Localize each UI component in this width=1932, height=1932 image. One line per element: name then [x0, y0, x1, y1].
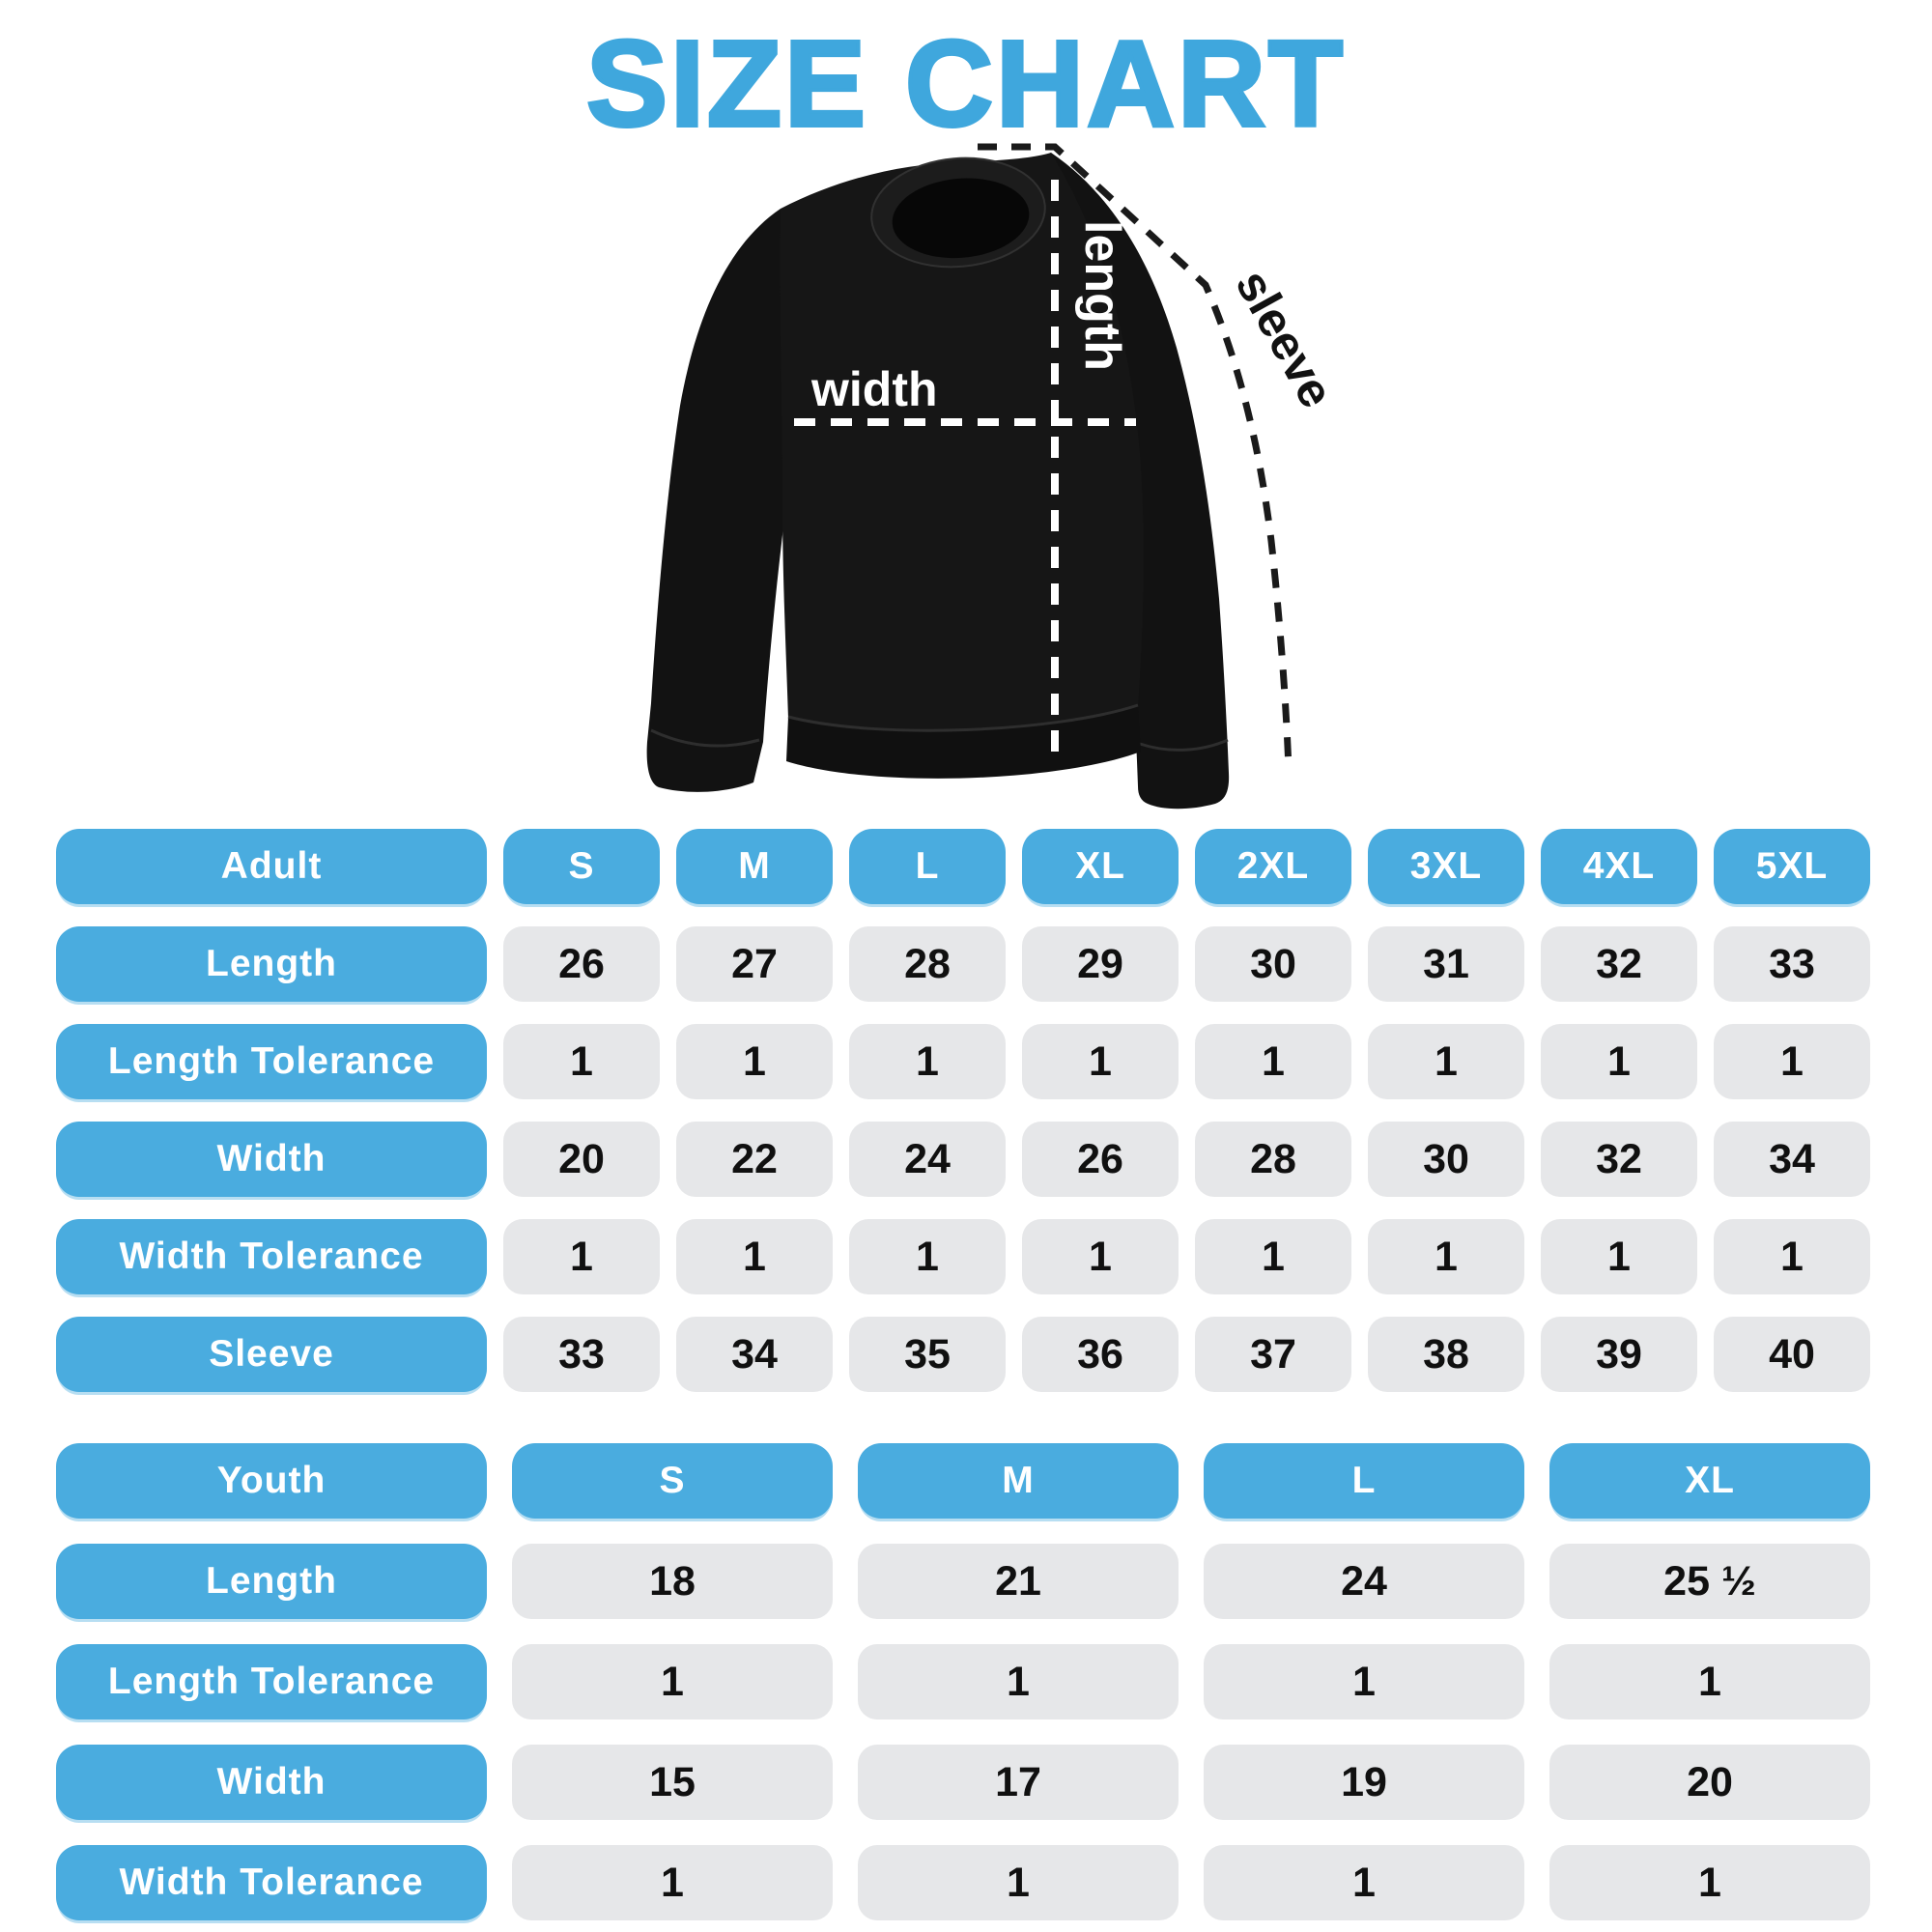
- width-label: width: [811, 362, 938, 416]
- value-cell: 26: [1022, 1122, 1179, 1197]
- value-cell: 26: [503, 926, 660, 1002]
- value-cell: 1: [1549, 1644, 1870, 1719]
- value-cell: 1: [503, 1024, 660, 1099]
- row-label: Width: [56, 1745, 487, 1820]
- value-cell: 1: [1368, 1219, 1524, 1294]
- adult-size-5xl: 5XL: [1714, 829, 1870, 904]
- value-cell: 1: [676, 1219, 833, 1294]
- sweatshirt-figure: [609, 116, 1381, 811]
- value-cell: 34: [1714, 1122, 1870, 1197]
- youth-size-s: S: [512, 1443, 833, 1519]
- value-cell: 33: [1714, 926, 1870, 1002]
- value-cell: 20: [503, 1122, 660, 1197]
- value-cell: 33: [503, 1317, 660, 1392]
- value-cell: 1: [512, 1644, 833, 1719]
- value-cell: 1: [849, 1219, 1006, 1294]
- adult-length-row: [56, 926, 1870, 1002]
- adult-size-4xl: 4XL: [1541, 829, 1697, 904]
- value-cell: 17: [858, 1745, 1179, 1820]
- value-cell: 1: [1022, 1024, 1179, 1099]
- value-cell: 1: [1541, 1024, 1697, 1099]
- value-cell: 1: [858, 1644, 1179, 1719]
- value-cell: 1: [1204, 1644, 1524, 1719]
- value-cell: 39: [1541, 1317, 1697, 1392]
- youth-length-tolerance-row: [56, 1644, 1870, 1719]
- youth-size-table: [56, 1443, 1870, 1920]
- row-label: Length Tolerance: [56, 1024, 487, 1099]
- row-label: Width Tolerance: [56, 1845, 487, 1920]
- value-cell: 31: [1368, 926, 1524, 1002]
- value-cell: 40: [1714, 1317, 1870, 1392]
- youth-header-row: [56, 1443, 1870, 1519]
- row-label: Length: [56, 926, 487, 1002]
- adult-size-s: S: [503, 829, 660, 904]
- row-label: Length: [56, 1544, 487, 1619]
- youth-table-title: Youth: [56, 1443, 487, 1519]
- row-label: Sleeve: [56, 1317, 487, 1392]
- adult-width-tolerance-row: [56, 1219, 1870, 1294]
- page-title: SIZE CHART: [586, 15, 1346, 152]
- adult-width-row: [56, 1122, 1870, 1197]
- adult-header-row: [56, 829, 1870, 904]
- value-cell: 1: [849, 1024, 1006, 1099]
- value-cell: 1: [858, 1845, 1179, 1920]
- value-cell: 30: [1368, 1122, 1524, 1197]
- adult-size-xl: XL: [1022, 829, 1179, 904]
- value-cell: 1: [1204, 1845, 1524, 1920]
- youth-width-row: [56, 1745, 1870, 1820]
- adult-size-3xl: 3XL: [1368, 829, 1524, 904]
- value-cell: 1: [1541, 1219, 1697, 1294]
- value-cell: 1: [1714, 1219, 1870, 1294]
- value-cell: 28: [1195, 1122, 1351, 1197]
- adult-size-2xl: 2XL: [1195, 829, 1351, 904]
- value-cell: 32: [1541, 1122, 1697, 1197]
- value-cell: 21: [858, 1544, 1179, 1619]
- length-label: length: [1074, 220, 1130, 371]
- row-label: Width: [56, 1122, 487, 1197]
- value-cell: 1: [1022, 1219, 1179, 1294]
- value-cell: 24: [849, 1122, 1006, 1197]
- value-cell: 18: [512, 1544, 833, 1619]
- value-cell: 37: [1195, 1317, 1351, 1392]
- value-cell: 38: [1368, 1317, 1524, 1392]
- value-cell: 1: [1195, 1024, 1351, 1099]
- adult-length-tolerance-row: [56, 1024, 1870, 1099]
- value-cell: 15: [512, 1745, 833, 1820]
- value-cell: 1: [503, 1219, 660, 1294]
- value-cell: 20: [1549, 1745, 1870, 1820]
- adult-size-m: M: [676, 829, 833, 904]
- value-cell: 30: [1195, 926, 1351, 1002]
- value-cell: 24: [1204, 1544, 1524, 1619]
- adult-sleeve-row: [56, 1317, 1870, 1392]
- youth-size-l: L: [1204, 1443, 1524, 1519]
- value-cell: 35: [849, 1317, 1006, 1392]
- value-cell: 1: [1549, 1845, 1870, 1920]
- value-cell: 1: [512, 1845, 833, 1920]
- adult-table-title: Adult: [56, 829, 487, 904]
- adult-size-table: [56, 829, 1870, 1392]
- sleeve-label: sleeve: [1225, 261, 1345, 417]
- value-cell: 22: [676, 1122, 833, 1197]
- value-cell: 1: [676, 1024, 833, 1099]
- youth-length-row: [56, 1544, 1870, 1619]
- youth-size-m: M: [858, 1443, 1179, 1519]
- value-cell: 25 ½: [1549, 1544, 1870, 1619]
- value-cell: 1: [1195, 1219, 1351, 1294]
- value-cell: 29: [1022, 926, 1179, 1002]
- adult-size-l: L: [849, 829, 1006, 904]
- value-cell: 34: [676, 1317, 833, 1392]
- row-label: Length Tolerance: [56, 1644, 487, 1719]
- value-cell: 32: [1541, 926, 1697, 1002]
- value-cell: 1: [1368, 1024, 1524, 1099]
- value-cell: 1: [1714, 1024, 1870, 1099]
- value-cell: 19: [1204, 1745, 1524, 1820]
- youth-width-tolerance-row: [56, 1845, 1870, 1920]
- value-cell: 36: [1022, 1317, 1179, 1392]
- row-label: Width Tolerance: [56, 1219, 487, 1294]
- value-cell: 28: [849, 926, 1006, 1002]
- value-cell: 27: [676, 926, 833, 1002]
- youth-size-xl: XL: [1549, 1443, 1870, 1519]
